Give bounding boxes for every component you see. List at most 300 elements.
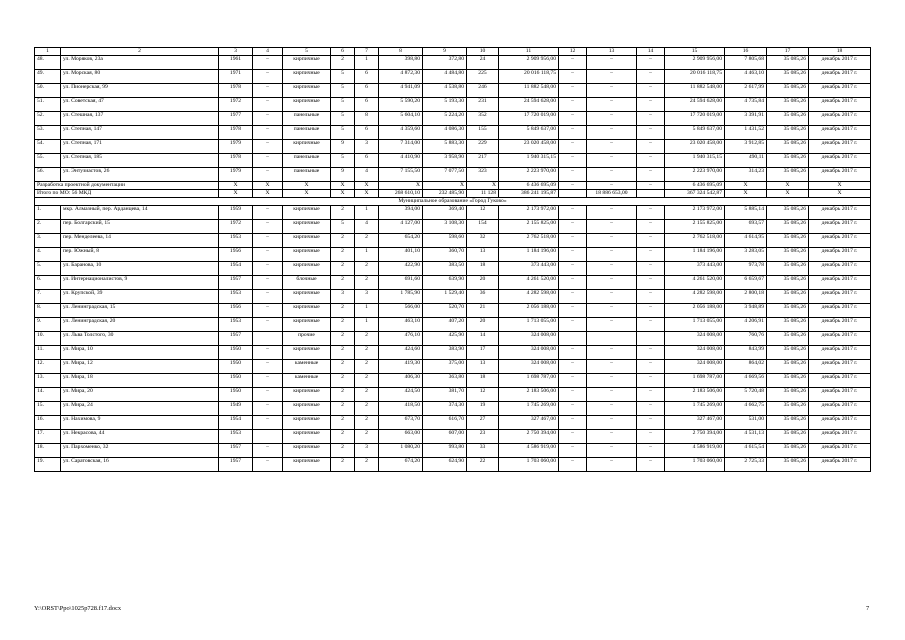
table-cell: 155 (467, 126, 499, 140)
table-cell: 4 531,13 (725, 430, 767, 444)
table-cell: – (587, 402, 637, 416)
table-row (35, 444, 871, 458)
table-cell: 1978 (219, 154, 253, 168)
table-cell: – (587, 318, 637, 332)
table-cell: 383,50 (423, 262, 467, 276)
table-cell: 324 008,00 (499, 360, 559, 374)
table-cell: 381,70 (423, 388, 467, 402)
table-cell: 2 909 956,00 (499, 56, 559, 70)
table-cell: кирпичные (283, 70, 331, 84)
table-cell: – (559, 262, 587, 276)
table-cell: декабрь 2017 г. (809, 388, 871, 402)
table-cell: 16. (35, 416, 61, 430)
table-cell: 4 586 919,00 (665, 444, 725, 458)
table-cell: 49. (35, 70, 61, 84)
table-cell: 1979 (219, 168, 253, 182)
table-cell: 1971 (219, 70, 253, 84)
table-row (35, 304, 871, 318)
table-cell: 598,60 (423, 234, 467, 248)
table-cell: 7 155,50 (379, 168, 423, 182)
table-cell: 27 (467, 416, 499, 430)
table-cell: 425,90 (423, 332, 467, 346)
table-cell: 1 080,20 (379, 444, 423, 458)
table-cell: X (467, 182, 499, 190)
table-cell: – (587, 458, 637, 472)
table-cell: 2 (331, 248, 355, 262)
table-cell: X (423, 182, 467, 190)
table-cell: 360,70 (423, 248, 467, 262)
municipality-title-row (35, 198, 871, 206)
table-cell: панельные (283, 126, 331, 140)
table-cell: 35 085,26 (767, 112, 809, 126)
table-cell: 1957 (219, 458, 253, 472)
table-row (35, 276, 871, 290)
table-cell: 4 261 520,00 (665, 276, 725, 290)
column-number-row (35, 48, 871, 56)
table-cell: ул. Мира, 10 (61, 346, 219, 360)
table-cell: 17 (767, 48, 809, 56)
table-cell: 15. (35, 402, 61, 416)
table-cell: 375,00 (423, 360, 467, 374)
table-cell: 2 617,99 (725, 84, 767, 98)
table-cell: – (559, 402, 587, 416)
table-cell: ул. Морская, 80 (61, 70, 219, 84)
table-row (35, 402, 871, 416)
housing-repair-table (34, 47, 871, 472)
table-cell: 4 261 520,00 (499, 276, 559, 290)
table-cell: 406,30 (379, 374, 423, 388)
table-cell: – (637, 444, 665, 458)
table-cell: 1 745 269,00 (665, 402, 725, 416)
table-cell: 23 020 458,00 (665, 140, 725, 154)
table-cell: 6 (355, 126, 379, 140)
table-cell: 4 359,60 (379, 126, 423, 140)
table-cell: 9. (35, 318, 61, 332)
table-cell: 18 (809, 48, 871, 56)
table-cell: 4 484,80 (423, 70, 467, 84)
table-cell: – (587, 234, 637, 248)
design-docs-row (35, 182, 871, 190)
table-row (35, 346, 871, 360)
table-cell: панельные (283, 168, 331, 182)
table-cell: декабрь 2017 г. (809, 84, 871, 98)
table-cell: 2 762 518,00 (499, 234, 559, 248)
table-cell: декабрь 2017 г. (809, 98, 871, 112)
table-cell: 35 085,26 (767, 332, 809, 346)
table-cell: Муниципальное образование «Город Гуково» (35, 198, 871, 206)
table-cell: – (637, 290, 665, 304)
table-row (35, 290, 871, 304)
table-cell: декабрь 2017 г. (809, 126, 871, 140)
table-cell: X (767, 190, 809, 198)
table-row (35, 220, 871, 234)
table-row (35, 262, 871, 276)
table-cell: 35 085,26 (767, 276, 809, 290)
table-cell: кирпичные (283, 458, 331, 472)
table-cell: 2 (331, 262, 355, 276)
table-cell: 7 077,50 (423, 168, 467, 182)
table-row (35, 416, 871, 430)
table-cell: – (587, 248, 637, 262)
table-cell: кирпичные (283, 304, 331, 318)
table-cell: 1 184 196,00 (665, 248, 725, 262)
table-cell: 2 (331, 276, 355, 290)
table-cell: 327 467,00 (499, 416, 559, 430)
table-cell: 654,20 (379, 234, 423, 248)
table-cell: – (253, 402, 283, 416)
table-cell: 2 (331, 332, 355, 346)
table-cell: 35 085,26 (767, 458, 809, 472)
table-cell: 1957 (219, 276, 253, 290)
table-cell: 2 (355, 416, 379, 430)
table-cell: 35 085,26 (767, 416, 809, 430)
table-cell: декабрь 2017 г. (809, 206, 871, 220)
table-cell: 5 590,20 (379, 98, 423, 112)
table-cell: 1953 (219, 318, 253, 332)
table-cell: 4 282 598,00 (499, 290, 559, 304)
table-cell: – (587, 290, 637, 304)
table-cell: 6 (355, 98, 379, 112)
table-cell: – (559, 154, 587, 168)
table-cell: 4 669,56 (725, 374, 767, 388)
table-cell: ул. Мира, 24 (61, 402, 219, 416)
table-row (35, 388, 871, 402)
table-cell: 35 085,26 (767, 98, 809, 112)
table-cell: – (253, 84, 283, 98)
table-cell: 367 324 542,87 (665, 190, 725, 198)
table-cell: – (587, 206, 637, 220)
table-cell: 6 436 695,09 (499, 182, 559, 190)
table-cell: ул. Пархоменко, 32 (61, 444, 219, 458)
table-cell: 24 594 628,00 (499, 98, 559, 112)
table-cell: 394,00 (379, 206, 423, 220)
table-cell: 2 183 506,00 (665, 388, 725, 402)
table-cell: X (253, 182, 283, 190)
table-cell: 607,00 (423, 430, 467, 444)
table-cell: 20 016 118,75 (499, 70, 559, 84)
table-cell: 1 (355, 206, 379, 220)
table-cell: – (587, 346, 637, 360)
table-cell: декабрь 2017 г. (809, 346, 871, 360)
table-cell: – (587, 444, 637, 458)
table-cell: – (637, 112, 665, 126)
table-cell: – (253, 70, 283, 84)
table-cell: 1 (355, 318, 379, 332)
table-cell: 225 (467, 70, 499, 84)
table-cell: – (559, 318, 587, 332)
table-cell: – (559, 112, 587, 126)
table-cell: 35 085,26 (767, 126, 809, 140)
table-cell: 398,80 (379, 56, 423, 70)
table-cell: 5 (331, 112, 355, 126)
table-cell: 419,30 (379, 360, 423, 374)
table-cell: 8 (379, 48, 423, 56)
table-cell: X (809, 190, 871, 198)
table-cell: 3 (355, 290, 379, 304)
table-cell: 4 (355, 220, 379, 234)
table-cell: – (253, 318, 283, 332)
table-cell: – (637, 154, 665, 168)
table-cell: кирпичные (283, 84, 331, 98)
table-cell (587, 332, 637, 346)
table-cell: 232 485,90 (423, 190, 467, 198)
table-cell: 1972 (219, 98, 253, 112)
table-cell: декабрь 2017 г. (809, 318, 871, 332)
table-cell: 2 173 972,00 (665, 206, 725, 220)
table-cell: – (587, 182, 637, 190)
table-cell: X (725, 190, 767, 198)
table-cell: X (809, 182, 871, 190)
table-cell: 2 (355, 388, 379, 402)
table-cell: X (379, 182, 423, 190)
table-cell: – (253, 346, 283, 360)
table-cell: 6. (35, 276, 61, 290)
table-cell: 314,23 (725, 168, 767, 182)
table-cell: 35 085,26 (767, 290, 809, 304)
table-cell: 1 (35, 48, 61, 56)
table-cell: 35 085,26 (767, 374, 809, 388)
table-cell (637, 190, 665, 198)
table-cell: ул. Интернационалистов, 9 (61, 276, 219, 290)
table-cell: – (559, 388, 587, 402)
table-cell: 17 720 019,00 (665, 112, 725, 126)
table-cell: 463,10 (379, 318, 423, 332)
table-row (35, 84, 871, 98)
table-cell: – (559, 290, 587, 304)
table-cell: – (253, 126, 283, 140)
table-cell: 13. (35, 374, 61, 388)
table-cell: – (637, 70, 665, 84)
table-cell: декабрь 2017 г. (809, 220, 871, 234)
table-cell: 4 086,30 (423, 126, 467, 140)
table-cell: 35 085,26 (767, 140, 809, 154)
table-cell: – (587, 388, 637, 402)
table-cell: – (637, 56, 665, 70)
table-cell: 5 (331, 126, 355, 140)
table-cell: 5 (331, 84, 355, 98)
table-cell: – (637, 388, 665, 402)
table-cell: 11 (499, 48, 559, 56)
table-cell (253, 430, 283, 444)
table-cell: 268 610,10 (379, 190, 423, 198)
table-cell: 5 883,30 (423, 140, 467, 154)
table-cell: 18 886 653,00 (587, 190, 637, 198)
table-cell: – (559, 360, 587, 374)
table-cell: 2 223 970,00 (665, 168, 725, 182)
table-cell (559, 332, 587, 346)
table-cell: – (587, 84, 637, 98)
table-cell: – (253, 262, 283, 276)
table-cell: ул. Саратовская, 16 (61, 458, 219, 472)
table-cell: 476,10 (379, 332, 423, 346)
table-cell: 5 (331, 70, 355, 84)
table-cell: – (587, 416, 637, 430)
table-cell: 424,60 (379, 346, 423, 360)
table-cell: – (253, 112, 283, 126)
table-cell: X (767, 182, 809, 190)
table-cell: 2 (331, 374, 355, 388)
table-cell: 35 085,26 (767, 444, 809, 458)
table-cell: 352 (467, 112, 499, 126)
table-cell: 10 (467, 48, 499, 56)
table-cell: – (637, 84, 665, 98)
table-cell: ул. Моряков, 23а (61, 56, 219, 70)
table-cell: 693,57 (725, 220, 767, 234)
table-cell: – (587, 126, 637, 140)
table-cell: кирпичные (283, 262, 331, 276)
table-cell: кирпичные (283, 248, 331, 262)
table-cell: 1 (355, 56, 379, 70)
table-cell: декабрь 2017 г. (809, 332, 871, 346)
table-cell: – (637, 168, 665, 182)
table-cell: – (559, 168, 587, 182)
table-cell: мкр. Алмазный, пер. Арданцева, 14 (61, 206, 219, 220)
table-cell: 490,11 (725, 154, 767, 168)
table-cell: 52. (35, 112, 61, 126)
table-cell: 2. (35, 220, 61, 234)
table-cell: 5 849 637,00 (665, 126, 725, 140)
table-cell: 50. (35, 84, 61, 98)
table-cell: 2 (355, 430, 379, 444)
total-row (35, 190, 871, 198)
table-cell: – (637, 402, 665, 416)
table-cell: 6 659,67 (725, 276, 767, 290)
table-cell: 2 725,33 (725, 458, 767, 472)
table-cell: – (253, 304, 283, 318)
table-cell: 1 (355, 248, 379, 262)
table-cell: ул. Степная, 185 (61, 154, 219, 168)
table-cell: 35 085,26 (767, 304, 809, 318)
footer-page-number: 7 (866, 605, 870, 612)
table-cell: 3 391,91 (725, 112, 767, 126)
table-cell: 1972 (219, 220, 253, 234)
table-cell: 24 594 628,00 (665, 98, 725, 112)
table-cell: панельные (283, 154, 331, 168)
table-cell: 2 762 518,00 (665, 234, 725, 248)
table-row (35, 458, 871, 472)
table-cell: 17. (35, 430, 61, 444)
table-cell: – (253, 248, 283, 262)
table-cell: 4 586 919,00 (499, 444, 559, 458)
table-cell: – (587, 70, 637, 84)
table-cell: 5 224,20 (423, 112, 467, 126)
table-cell: – (559, 56, 587, 70)
table-cell: 19. (35, 458, 61, 472)
table-cell: 35 085,26 (767, 248, 809, 262)
table-cell: 1 940 315,15 (665, 154, 725, 168)
table-cell: X (283, 182, 331, 190)
table-cell: 9 (331, 140, 355, 154)
table-cell: ул. Некрасова, 44 (61, 430, 219, 444)
table-cell: 531,00 (725, 416, 767, 430)
table-cell: 2 750 394,00 (499, 430, 559, 444)
table-cell: 21 (467, 304, 499, 318)
table-cell: 324 008,00 (499, 346, 559, 360)
table-row (35, 56, 871, 70)
table-cell: – (253, 140, 283, 154)
table-cell: 4 538,80 (423, 84, 467, 98)
table-cell: 12 (467, 206, 499, 220)
table-cell: – (559, 234, 587, 248)
table-cell: – (637, 276, 665, 290)
table-cell: – (253, 98, 283, 112)
table-cell: – (587, 112, 637, 126)
table-cell: 35 085,26 (767, 154, 809, 168)
table-row (35, 168, 871, 182)
table-cell: – (253, 276, 283, 290)
table-cell: ул. Энтузиастов, 26 (61, 168, 219, 182)
table-cell: 2 (331, 458, 355, 472)
table-cell: пер. Менделеева, 14 (61, 234, 219, 248)
table-cell: 1956 (219, 304, 253, 318)
table-cell: 864,02 (725, 360, 767, 374)
table-cell: 3 912,85 (725, 140, 767, 154)
document-sheet (34, 47, 870, 472)
table-cell: 5 (331, 98, 355, 112)
table-cell: ул. Мира, 20 (61, 388, 219, 402)
table-cell: 217 (467, 154, 499, 168)
table-body (35, 48, 871, 472)
table-cell: 35 085,26 (767, 84, 809, 98)
table-cell: 2 750 394,00 (665, 430, 725, 444)
table-cell: – (559, 346, 587, 360)
table-cell: – (587, 168, 637, 182)
table-cell: 36 (467, 290, 499, 304)
table-cell: 1959 (219, 206, 253, 220)
table-cell: – (253, 444, 283, 458)
table-cell: 2 (355, 374, 379, 388)
table-cell: 1950 (219, 388, 253, 402)
table-cell: X (725, 182, 767, 190)
table-cell: ул. Степная, 171 (61, 140, 219, 154)
table-cell: 1 698 787,00 (499, 374, 559, 388)
table-cell: декабрь 2017 г. (809, 140, 871, 154)
table-cell: Итого по МО: 56 МКД (35, 190, 219, 198)
table-row (35, 332, 871, 346)
table-cell: 1950 (219, 346, 253, 360)
table-cell: – (587, 360, 637, 374)
table-cell: 17 720 019,00 (499, 112, 559, 126)
table-cell: 5 193,30 (423, 98, 467, 112)
table-cell: – (559, 126, 587, 140)
table-cell: декабрь 2017 г. (809, 402, 871, 416)
table-cell: 1954 (219, 416, 253, 430)
table-cell: – (637, 248, 665, 262)
table-row (35, 206, 871, 220)
table-cell: 6 (331, 48, 355, 56)
table-cell: 10. (35, 332, 61, 346)
table-cell: – (559, 220, 587, 234)
table-cell: 35 085,26 (767, 220, 809, 234)
table-cell: 32 (467, 234, 499, 248)
table-cell: 3. (35, 234, 61, 248)
table-cell: 2 (61, 48, 219, 56)
table-cell: 372,80 (423, 56, 467, 70)
table-cell: 3 (219, 48, 253, 56)
table-row (35, 70, 871, 84)
table-cell: 9 (331, 168, 355, 182)
table-cell: 2 800,18 (725, 290, 767, 304)
table-cell: декабрь 2017 г. (809, 374, 871, 388)
table-cell: 2 173 972,00 (499, 206, 559, 220)
table-cell: – (587, 154, 637, 168)
table-cell: 1977 (219, 112, 253, 126)
table-cell: 383,90 (423, 346, 467, 360)
table-cell: 11 128 (467, 190, 499, 198)
table-row (35, 98, 871, 112)
table-cell: 1 713 055,00 (499, 318, 559, 332)
table-cell: 2 (355, 332, 379, 346)
